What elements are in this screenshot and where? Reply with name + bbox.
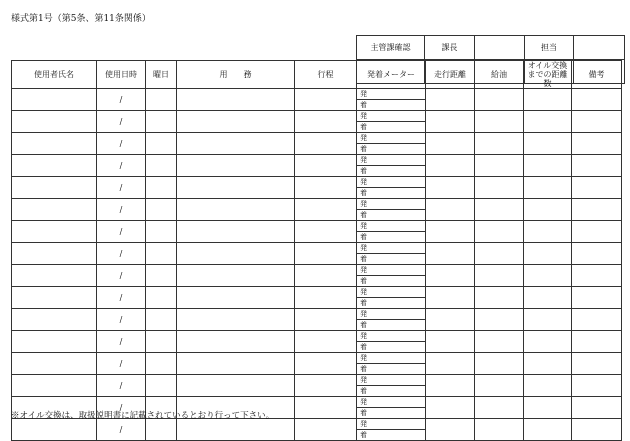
remarks-cell[interactable] bbox=[572, 89, 622, 111]
depart-meter-cell[interactable]: 発 bbox=[357, 397, 426, 408]
fuel-cell[interactable] bbox=[475, 155, 524, 177]
user-name-cell[interactable] bbox=[12, 133, 97, 155]
table-row bbox=[12, 155, 622, 166]
arrive-meter-cell[interactable]: 着 bbox=[357, 408, 426, 419]
purpose-cell[interactable] bbox=[177, 331, 295, 353]
date-cell[interactable]: / bbox=[97, 309, 146, 331]
fuel-cell[interactable] bbox=[475, 353, 524, 375]
distance-cell[interactable] bbox=[426, 177, 475, 199]
date-cell[interactable]: / bbox=[97, 133, 146, 155]
fuel-cell[interactable] bbox=[475, 287, 524, 309]
oil-change-cell[interactable] bbox=[524, 309, 572, 331]
table-row bbox=[12, 265, 622, 276]
route-cell[interactable] bbox=[295, 353, 357, 375]
arrive-meter-cell[interactable]: 着 bbox=[357, 298, 426, 309]
fuel-cell[interactable] bbox=[475, 177, 524, 199]
depart-meter-cell[interactable]: 発 bbox=[357, 177, 426, 188]
fuel-cell[interactable] bbox=[475, 111, 524, 133]
date-cell[interactable]: / bbox=[97, 331, 146, 353]
header-oil-change: オイル交換までの距離数 bbox=[524, 61, 572, 89]
date-cell[interactable]: / bbox=[97, 199, 146, 221]
oil-change-cell[interactable] bbox=[524, 243, 572, 265]
weekday-cell[interactable] bbox=[146, 111, 177, 133]
weekday-cell[interactable] bbox=[146, 265, 177, 287]
user-name-cell[interactable] bbox=[12, 309, 97, 331]
purpose-cell[interactable] bbox=[177, 177, 295, 199]
fuel-cell[interactable] bbox=[475, 243, 524, 265]
oil-change-cell[interactable] bbox=[524, 331, 572, 353]
table-row bbox=[12, 221, 622, 232]
table-row bbox=[12, 353, 622, 364]
oil-change-cell[interactable] bbox=[524, 375, 572, 397]
purpose-cell[interactable] bbox=[177, 221, 295, 243]
distance-cell[interactable] bbox=[426, 265, 475, 287]
weekday-cell[interactable] bbox=[146, 155, 177, 177]
purpose-cell[interactable] bbox=[177, 199, 295, 221]
remarks-cell[interactable] bbox=[572, 111, 622, 133]
purpose-cell[interactable] bbox=[177, 155, 295, 177]
table-row bbox=[12, 89, 622, 100]
arrive-meter-cell[interactable]: 着 bbox=[357, 386, 426, 397]
remarks-cell[interactable] bbox=[572, 155, 622, 177]
route-cell[interactable] bbox=[295, 375, 357, 397]
remarks-cell[interactable] bbox=[572, 375, 622, 397]
user-name-cell[interactable] bbox=[12, 111, 97, 133]
weekday-cell[interactable] bbox=[146, 309, 177, 331]
log-body bbox=[12, 89, 622, 441]
route-cell[interactable] bbox=[295, 331, 357, 353]
purpose-cell[interactable] bbox=[177, 265, 295, 287]
weekday-cell[interactable] bbox=[146, 89, 177, 111]
approval-section-chief-label: 課長 bbox=[425, 36, 475, 60]
oil-change-cell[interactable] bbox=[524, 177, 572, 199]
purpose-cell[interactable] bbox=[177, 309, 295, 331]
remarks-cell[interactable] bbox=[572, 177, 622, 199]
purpose-cell[interactable] bbox=[177, 353, 295, 375]
route-cell[interactable] bbox=[295, 221, 357, 243]
user-name-cell[interactable] bbox=[12, 375, 97, 397]
arrive-meter-cell[interactable]: 着 bbox=[357, 100, 426, 111]
header-meter: 発着メーター bbox=[357, 61, 426, 89]
header-date: 使用日時 bbox=[97, 61, 146, 89]
weekday-cell[interactable] bbox=[146, 375, 177, 397]
oil-change-cell[interactable] bbox=[524, 111, 572, 133]
weekday-cell[interactable] bbox=[146, 177, 177, 199]
date-cell[interactable]: / bbox=[97, 265, 146, 287]
route-cell[interactable] bbox=[295, 177, 357, 199]
header-fuel: 給油 bbox=[475, 61, 524, 89]
fuel-cell[interactable] bbox=[475, 199, 524, 221]
weekday-cell[interactable] bbox=[146, 287, 177, 309]
depart-meter-cell[interactable]: 発 bbox=[357, 221, 426, 232]
oil-change-cell[interactable] bbox=[524, 287, 572, 309]
date-cell[interactable]: / bbox=[97, 111, 146, 133]
route-cell[interactable] bbox=[295, 287, 357, 309]
header-user-name: 使用者氏名 bbox=[12, 61, 97, 89]
table-row bbox=[12, 133, 622, 144]
remarks-cell[interactable] bbox=[572, 397, 622, 419]
header-remarks: 備考 bbox=[572, 61, 622, 89]
approval-person-in-charge-label: 担当 bbox=[525, 36, 574, 60]
distance-cell[interactable] bbox=[426, 375, 475, 397]
approval-supervisor-label: 主管課確認 bbox=[357, 36, 425, 60]
oil-change-cell[interactable] bbox=[524, 397, 572, 419]
distance-cell[interactable] bbox=[426, 353, 475, 375]
remarks-cell[interactable] bbox=[572, 419, 622, 441]
user-name-cell[interactable] bbox=[12, 177, 97, 199]
oil-change-cell[interactable] bbox=[524, 133, 572, 155]
arrive-meter-cell[interactable]: 着 bbox=[357, 276, 426, 287]
arrive-meter-cell[interactable]: 着 bbox=[357, 254, 426, 265]
date-cell[interactable]: / bbox=[97, 419, 146, 441]
fuel-cell[interactable] bbox=[475, 133, 524, 155]
user-name-cell[interactable] bbox=[12, 199, 97, 221]
depart-meter-cell[interactable]: 発 bbox=[357, 265, 426, 276]
header-distance: 走行距離 bbox=[426, 61, 475, 89]
user-name-cell[interactable] bbox=[12, 331, 97, 353]
user-name-cell[interactable] bbox=[12, 265, 97, 287]
oil-change-cell[interactable] bbox=[524, 155, 572, 177]
user-name-cell[interactable] bbox=[12, 287, 97, 309]
table-row bbox=[12, 177, 622, 188]
remarks-cell[interactable] bbox=[572, 287, 622, 309]
remarks-cell[interactable] bbox=[572, 309, 622, 331]
log-header-row bbox=[12, 61, 622, 89]
fuel-cell[interactable] bbox=[475, 397, 524, 419]
route-cell[interactable] bbox=[295, 111, 357, 133]
fuel-cell[interactable] bbox=[475, 331, 524, 353]
purpose-cell[interactable] bbox=[177, 243, 295, 265]
depart-meter-cell[interactable]: 発 bbox=[357, 331, 426, 342]
distance-cell[interactable] bbox=[426, 155, 475, 177]
depart-meter-cell[interactable]: 発 bbox=[357, 309, 426, 320]
arrive-meter-cell[interactable]: 着 bbox=[357, 232, 426, 243]
depart-meter-cell[interactable]: 発 bbox=[357, 375, 426, 386]
user-name-cell[interactable] bbox=[12, 89, 97, 111]
user-name-cell[interactable] bbox=[12, 155, 97, 177]
distance-cell[interactable] bbox=[426, 199, 475, 221]
depart-meter-cell[interactable]: 発 bbox=[357, 155, 426, 166]
date-cell[interactable]: / bbox=[97, 375, 146, 397]
distance-cell[interactable] bbox=[426, 331, 475, 353]
date-cell[interactable]: / bbox=[97, 177, 146, 199]
depart-meter-cell[interactable]: 発 bbox=[357, 287, 426, 298]
purpose-cell[interactable] bbox=[177, 287, 295, 309]
date-cell[interactable]: / bbox=[97, 397, 146, 419]
header-route: 行程 bbox=[295, 61, 357, 89]
weekday-cell[interactable] bbox=[146, 353, 177, 375]
route-cell[interactable] bbox=[295, 89, 357, 111]
form-title: 様式第1号（第5条、第11条関係） bbox=[11, 14, 151, 24]
date-cell[interactable]: / bbox=[97, 353, 146, 375]
table-row bbox=[12, 309, 622, 320]
arrive-meter-cell[interactable]: 着 bbox=[357, 188, 426, 199]
fuel-cell[interactable] bbox=[475, 309, 524, 331]
distance-cell[interactable] bbox=[426, 309, 475, 331]
purpose-cell[interactable] bbox=[177, 89, 295, 111]
footnote: ※オイル交換は、取扱説明書に記載されているとおり行って下さい。 bbox=[11, 411, 275, 421]
oil-change-cell[interactable] bbox=[524, 265, 572, 287]
user-name-cell[interactable] bbox=[12, 243, 97, 265]
distance-cell[interactable] bbox=[426, 243, 475, 265]
route-cell[interactable] bbox=[295, 155, 357, 177]
date-cell[interactable]: / bbox=[97, 287, 146, 309]
remarks-cell[interactable] bbox=[572, 199, 622, 221]
purpose-cell[interactable] bbox=[177, 133, 295, 155]
date-cell[interactable]: / bbox=[97, 89, 146, 111]
oil-change-cell[interactable] bbox=[524, 419, 572, 441]
remarks-cell[interactable] bbox=[572, 353, 622, 375]
table-row bbox=[12, 331, 622, 342]
depart-meter-cell[interactable]: 発 bbox=[357, 89, 426, 100]
arrive-meter-cell[interactable]: 着 bbox=[357, 320, 426, 331]
weekday-cell[interactable] bbox=[146, 243, 177, 265]
date-cell[interactable]: / bbox=[97, 221, 146, 243]
remarks-cell[interactable] bbox=[572, 331, 622, 353]
fuel-cell[interactable] bbox=[475, 419, 524, 441]
route-cell[interactable] bbox=[295, 243, 357, 265]
weekday-cell[interactable] bbox=[146, 221, 177, 243]
weekday-cell[interactable] bbox=[146, 419, 177, 441]
fuel-cell[interactable] bbox=[475, 89, 524, 111]
vehicle-usage-log-table bbox=[11, 60, 622, 441]
depart-meter-cell[interactable]: 発 bbox=[357, 111, 426, 122]
depart-meter-cell[interactable]: 発 bbox=[357, 353, 426, 364]
oil-change-cell[interactable] bbox=[524, 353, 572, 375]
arrive-meter-cell[interactable]: 着 bbox=[357, 210, 426, 221]
weekday-cell[interactable] bbox=[146, 199, 177, 221]
user-name-cell[interactable] bbox=[12, 221, 97, 243]
oil-change-cell[interactable] bbox=[524, 199, 572, 221]
purpose-cell[interactable] bbox=[177, 375, 295, 397]
arrive-meter-cell[interactable]: 着 bbox=[357, 430, 426, 441]
arrive-meter-cell[interactable]: 着 bbox=[357, 364, 426, 375]
remarks-cell[interactable] bbox=[572, 243, 622, 265]
depart-meter-cell[interactable]: 発 bbox=[357, 243, 426, 254]
date-cell[interactable]: / bbox=[97, 155, 146, 177]
route-cell[interactable] bbox=[295, 133, 357, 155]
distance-cell[interactable] bbox=[426, 419, 475, 441]
depart-meter-cell[interactable]: 発 bbox=[357, 199, 426, 210]
user-name-cell[interactable] bbox=[12, 419, 97, 441]
distance-cell[interactable] bbox=[426, 221, 475, 243]
arrive-meter-cell[interactable]: 着 bbox=[357, 342, 426, 353]
depart-meter-cell[interactable]: 発 bbox=[357, 419, 426, 430]
fuel-cell[interactable] bbox=[475, 221, 524, 243]
oil-change-cell[interactable] bbox=[524, 89, 572, 111]
table-row bbox=[12, 111, 622, 122]
distance-cell[interactable] bbox=[426, 287, 475, 309]
header-purpose: 用 務 bbox=[177, 61, 295, 89]
purpose-cell[interactable] bbox=[177, 111, 295, 133]
route-cell[interactable] bbox=[295, 309, 357, 331]
approval-blank-cell[interactable] bbox=[475, 36, 525, 60]
weekday-cell[interactable] bbox=[146, 331, 177, 353]
route-cell[interactable] bbox=[295, 397, 357, 419]
distance-cell[interactable] bbox=[426, 89, 475, 111]
fuel-cell[interactable] bbox=[475, 375, 524, 397]
fuel-cell[interactable] bbox=[475, 265, 524, 287]
arrive-meter-cell[interactable]: 着 bbox=[357, 166, 426, 177]
table-row bbox=[12, 243, 622, 254]
oil-change-cell[interactable] bbox=[524, 221, 572, 243]
distance-cell[interactable] bbox=[426, 133, 475, 155]
arrive-meter-cell[interactable]: 着 bbox=[357, 122, 426, 133]
route-cell[interactable] bbox=[295, 199, 357, 221]
header-weekday: 曜日 bbox=[146, 61, 177, 89]
depart-meter-cell[interactable]: 発 bbox=[357, 133, 426, 144]
weekday-cell[interactable] bbox=[146, 133, 177, 155]
approval-blank-cell[interactable] bbox=[574, 36, 625, 60]
remarks-cell[interactable] bbox=[572, 265, 622, 287]
table-row bbox=[12, 199, 622, 210]
table-row bbox=[12, 287, 622, 298]
distance-cell[interactable] bbox=[426, 397, 475, 419]
user-name-cell[interactable] bbox=[12, 353, 97, 375]
remarks-cell[interactable] bbox=[572, 133, 622, 155]
distance-cell[interactable] bbox=[426, 111, 475, 133]
table-row bbox=[12, 375, 622, 386]
purpose-cell[interactable] bbox=[177, 419, 295, 441]
route-cell[interactable] bbox=[295, 265, 357, 287]
route-cell[interactable] bbox=[295, 419, 357, 441]
remarks-cell[interactable] bbox=[572, 221, 622, 243]
date-cell[interactable]: / bbox=[97, 243, 146, 265]
arrive-meter-cell[interactable]: 着 bbox=[357, 144, 426, 155]
table-row bbox=[12, 397, 622, 408]
